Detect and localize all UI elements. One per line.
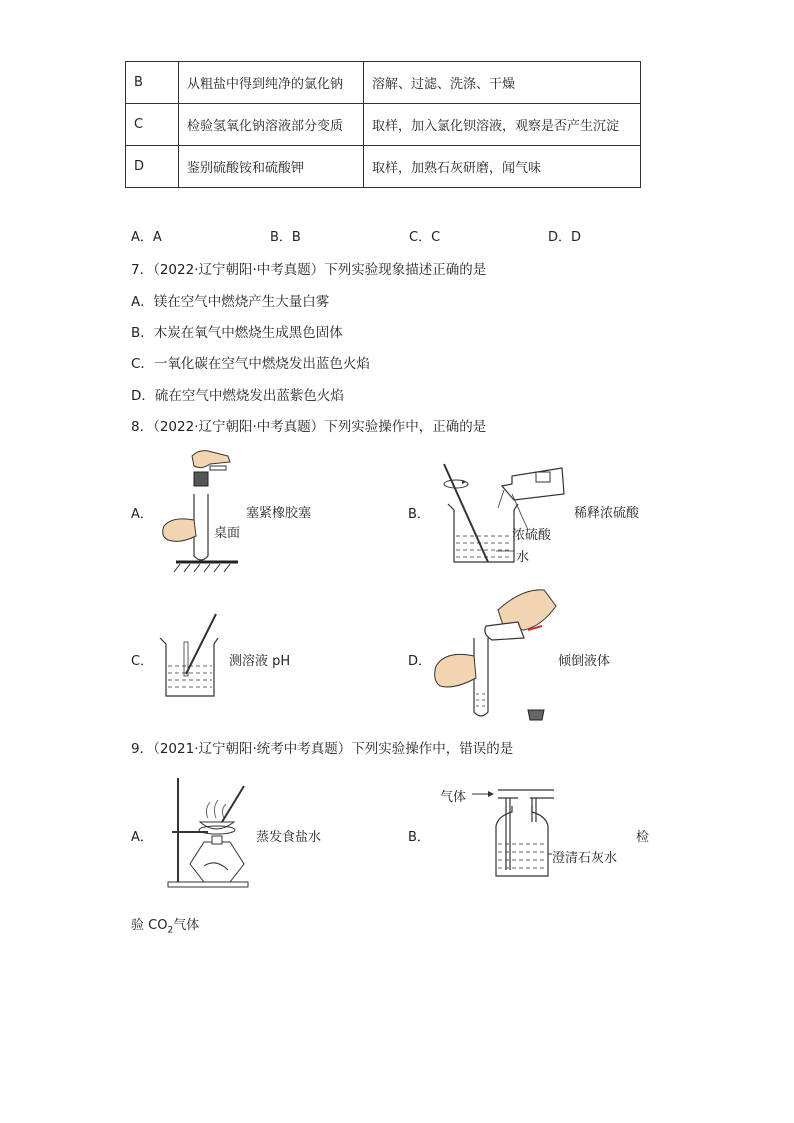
row-method: 溶解、过滤、洗涤、干燥 xyxy=(364,62,641,104)
dilute-acid-figure xyxy=(432,458,582,568)
q6-choice-c[interactable]: C．C xyxy=(409,230,441,245)
q8-b-label: 稀释浓硫酸 xyxy=(574,506,640,521)
row-purpose: 从粗盐中得到纯净的氯化钠 xyxy=(179,62,364,104)
row-letter: C xyxy=(126,104,179,146)
q7-option-c[interactable]: C．一氧化碳在空气中燃烧发出蓝色火焰 xyxy=(131,356,370,372)
table-row xyxy=(126,62,641,104)
q9-option-a-letter[interactable]: A． xyxy=(131,830,153,845)
q6-choice-d[interactable]: D．D xyxy=(548,230,582,245)
q8-d-label: 倾倒液体 xyxy=(558,654,611,669)
q9-option-b-letter[interactable]: B． xyxy=(408,830,430,845)
stopper-tube-figure xyxy=(150,448,250,574)
table-row xyxy=(126,146,641,188)
q8-a-sublabel: 桌面 xyxy=(214,526,241,541)
options-table xyxy=(125,61,641,188)
pour-liquid-figure xyxy=(432,586,562,722)
row-purpose: 检验氢氧化钠溶液部分变质 xyxy=(179,104,364,146)
row-letter: D xyxy=(126,146,179,188)
q8-b-sublabel-water: 水 xyxy=(516,550,530,565)
row-method: 取样，加熟石灰研磨，闻气味 xyxy=(364,146,641,188)
q8-stem: 8．（2022·辽宁朝阳·中考真题）下列实验操作中，正确的是 xyxy=(131,419,487,435)
q9-b-tail-2: 验 $CO_2$气体 xyxy=(131,918,200,936)
q8-option-a-letter[interactable]: A． xyxy=(131,507,153,522)
q7-option-b[interactable]: B．木炭在氧气中燃烧生成黑色固体 xyxy=(131,325,343,341)
q8-a-label: 塞紧橡胶塞 xyxy=(246,506,312,521)
q9-b-gas-label: 气体 xyxy=(440,790,467,805)
q9-stem: 9．（2021·辽宁朝阳·统考中考真题）下列实验操作中，错误的是 xyxy=(131,741,514,757)
table-row xyxy=(126,104,641,146)
q7-stem: 7．（2022·辽宁朝阳·中考真题）下列实验现象描述正确的是 xyxy=(131,262,487,278)
row-purpose: 鉴别硫酸铵和硫酸钾 xyxy=(179,146,364,188)
evaporation-figure xyxy=(160,774,260,890)
q7-option-a[interactable]: A．镁在空气中燃烧产生大量白雾 xyxy=(131,294,330,310)
q8-option-c-letter[interactable]: C． xyxy=(131,654,154,669)
q8-b-sublabel-acid: 浓硫酸 xyxy=(512,528,552,543)
ph-test-figure xyxy=(156,610,226,700)
q8-c-label: 测溶液 pH xyxy=(229,654,291,669)
row-letter: B xyxy=(126,62,179,104)
q7-option-d[interactable]: D．硫在空气中燃烧发出蓝紫色火焰 xyxy=(131,388,344,404)
q9-a-label: 蒸发食盐水 xyxy=(256,830,322,845)
row-method: 取样，加入氯化钡溶液，观察是否产生沉淀 xyxy=(364,104,641,146)
q6-choice-b[interactable]: B．B xyxy=(270,230,301,245)
q6-choice-a[interactable]: A．A xyxy=(131,230,162,245)
q9-b-lime-label: 澄清石灰水 xyxy=(552,851,618,866)
q9-b-tail-1: 检 xyxy=(636,830,650,845)
q8-option-d-letter[interactable]: D． xyxy=(408,654,432,669)
q8-option-b-letter[interactable]: B． xyxy=(408,507,430,522)
gas-washing-bottle-figure xyxy=(470,782,570,882)
